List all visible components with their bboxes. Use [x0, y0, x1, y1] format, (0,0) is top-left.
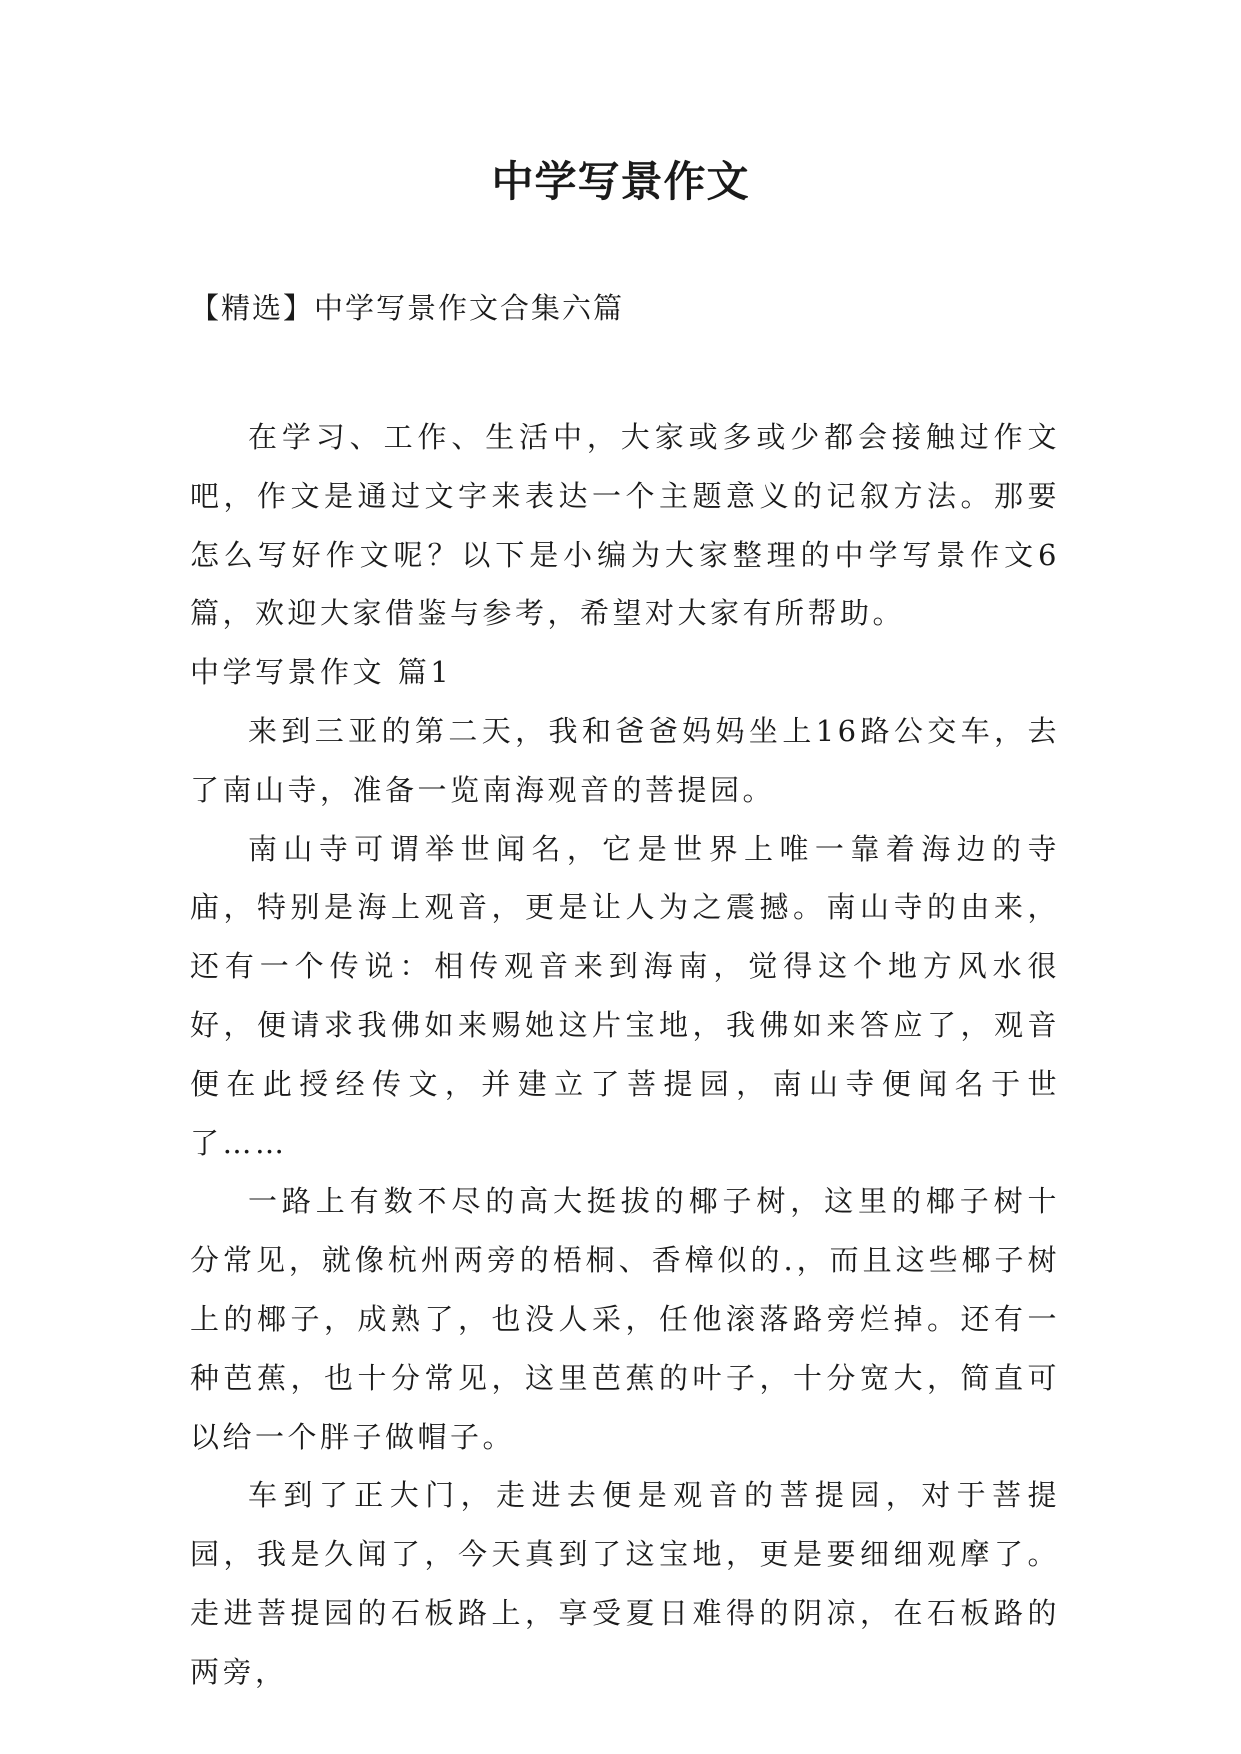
- section-heading: 中学写景作文 篇1: [190, 655, 453, 690]
- document-title: 中学写景作文: [491, 157, 750, 206]
- body-paragraph: 来到三亚的第二天，我和爸爸妈妈坐上16路公交车，去了南山寺，准备一览南海观音的菩提园。: [190, 713, 1060, 807]
- body-paragraph: 南山寺可谓举世闻名，它是世界上唯一靠着海边的寺庙，特别是海上观音，更是让人为之震撼。南山寺的由来，还有一个传说：相传观音来到海南，觉得这个地方风水很好，便请求我佛如来赐她这片宝地，我佛如来答应了，观音便在此授经传文，并建立了菩提园，南山寺便闻名于世了……: [190, 831, 1060, 1160]
- body-paragraph: 车到了正大门，走进去便是观音的菩提园，对于菩提园，我是久闻了，今天真到了这宝地，更是要细细观摩了。走进菩提园的石板路上，享受夏日难得的阴凉，在石板路的两旁，: [190, 1478, 1060, 1689]
- body-paragraph: 一路上有数不尽的高大挺拔的椰子树，这里的椰子树十分常见，就像杭州两旁的梧桐、香樟似的.，而且这些椰子树上的椰子，成熟了，也没人采，任他滚落路旁烂掉。还有一种芭蕉，也十分常见，这里芭蕉的叶子，十分宽大，简直可以给一个胖子做帽子。: [190, 1184, 1060, 1454]
- document-body: [190, 408, 1060, 1702]
- intro-paragraph: 在学习、工作、生活中，大家或多或少都会接触过作文吧，作文是通过文字来表达一个主题意义的记叙方法。那要怎么写好作文呢？以下是小编为大家整理的中学写景作文6篇，欢迎大家借鉴与参考，希望对大家有所帮助。: [190, 420, 1060, 631]
- document-subtitle: 【精选】中学写景作文合集六篇: [190, 291, 625, 325]
